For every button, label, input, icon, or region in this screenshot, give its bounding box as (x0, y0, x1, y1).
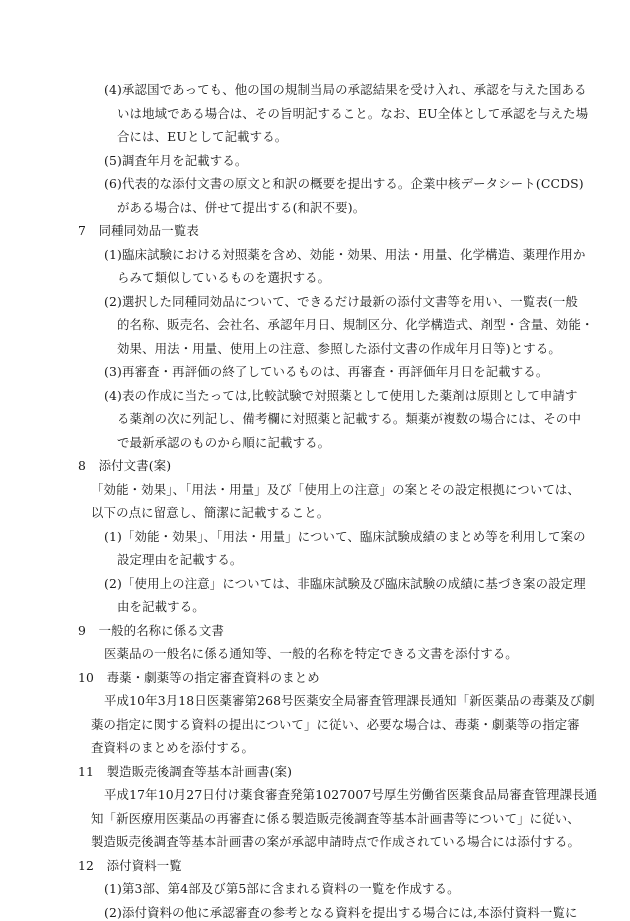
section-8-heading: 8 添付文書(案) (78, 458, 172, 473)
section-10-heading: 10 毒薬・劇薬等の指定審査資料のまとめ (78, 669, 320, 685)
section-9-para: 医薬品の一般名に係る通知等、一般的名称を特定できる文書を添付する。 (104, 646, 518, 661)
section-10-para-line-1: 平成10年3月18日医薬審第268号医薬安全局審査管理課長通知「新医薬品の毒薬及び劇 (104, 693, 595, 708)
section-10-para-line-2: 薬の指定に関する資料の提出について」に従い、必要な場合は、毒薬・劇薬等の指定審 (91, 716, 580, 732)
item-4-line-3: 合には、EUとして記載する。 (117, 129, 288, 144)
section-7-item-2-line-3: 効果、用法・用量、使用上の注意、参照した添付文書の作成年月日等)とする。 (117, 340, 561, 356)
section-11-para-line-2: 知「新医療用医薬品の再審査に係る製造販売後調査等基本計画書等について」に従い、 (91, 810, 580, 826)
section-11-heading: 11 製造販売後調査等基本計画書(案) (78, 763, 293, 779)
section-9-heading: 9 一般的名称に係る文書 (78, 622, 224, 638)
section-12-heading: 12 添付資料一覧 (78, 857, 182, 873)
section-12-item-1: (1)第3部、第4部及び第5部に含まれる資料の一覧を作成する。 (104, 881, 460, 896)
section-7-item-1-line-2: らみて類似しているものを選択する。 (117, 270, 331, 285)
section-7-item-2-line-1: (2)選択した同種同効品について、できるだけ最新の添付文書等を用い、一覧表(一般 (104, 293, 578, 309)
section-7-item-4-line-1: (4)表の作成に当たっては,比較試験で対照薬として使用した薬剤は原則として申請す (104, 387, 578, 403)
section-7-item-3: (3)再審査・再評価の終了しているものは、再審査・再評価年月日を記載する。 (104, 364, 549, 379)
section-8-item-2-line-1: (2)「使用上の注意」については、非臨床試験及び臨床試験の成績に基づき案の設定理 (104, 575, 586, 591)
item-6-line-1: (6)代表的な添付文書の原文と和訳の概要を提出する。企業中核データシート(CCDS) (104, 176, 584, 191)
item-4-line-2: いは地域である場合は、その旨明記すること。なお、EU全体として承認を与えた場 (117, 105, 589, 121)
section-8-item-1-line-1: (1)「効能・効果」、「用法・用量」について、臨床試験成績のまとめ等を利用して案の (104, 528, 586, 544)
item-5: (5)調査年月を記載する。 (104, 152, 248, 168)
section-7-heading: 7 同種同効品一覧表 (78, 223, 199, 238)
section-8-item-1-line-2: 設定理由を記載する。 (117, 552, 243, 567)
section-12-item-2-line-1: (2)添付資料の他に承認審査の参考となる資料を提出する場合には,本添付資料一覧に (104, 904, 578, 920)
section-8-item-2-line-2: 由を記載する。 (117, 599, 205, 614)
section-7-item-2-line-2: 的名称、販売名、会社名、承認年月日、規制区分、化学構造式、剤型・含量、効能・ (117, 317, 594, 332)
item-6-line-2: がある場合は、併せて提出する(和訳不要)。 (117, 199, 366, 215)
section-7-item-4-line-3: で最新承認のものから順に記載する。 (117, 434, 331, 450)
item-4-line-1: (4)承認国であっても、他の国の規制当局の承認結果を受け入れ、承認を与えた国ある (104, 82, 587, 97)
section-11-para-line-3: 製造販売後調査等基本計画書の案が承認申請時点で作成されている場合には添付する。 (91, 834, 581, 849)
section-8-para-line-1: 「効能・効果」、「用法・用量」及び「使用上の注意」の案とその設定根拠については、 (91, 481, 580, 497)
section-7-item-4-line-2: る薬剤の次に列記し、備考欄に対照薬と記載する。類薬が複数の場合には、その中 (117, 411, 582, 426)
section-7-item-1-line-1: (1)臨床試験における対照薬を含め、効能・効果、用法・用量、化学構造、薬理作用か (104, 246, 586, 262)
section-8-para-line-2: 以下の点に留意し、簡潔に記載すること。 (91, 505, 330, 520)
section-11-para-line-1: 平成17年10月27日付け薬食審査発第1027007号厚生労働省医薬食品局審査管理課長通 (104, 787, 598, 802)
section-10-para-line-3: 査資料のまとめを添付する。 (91, 740, 255, 755)
